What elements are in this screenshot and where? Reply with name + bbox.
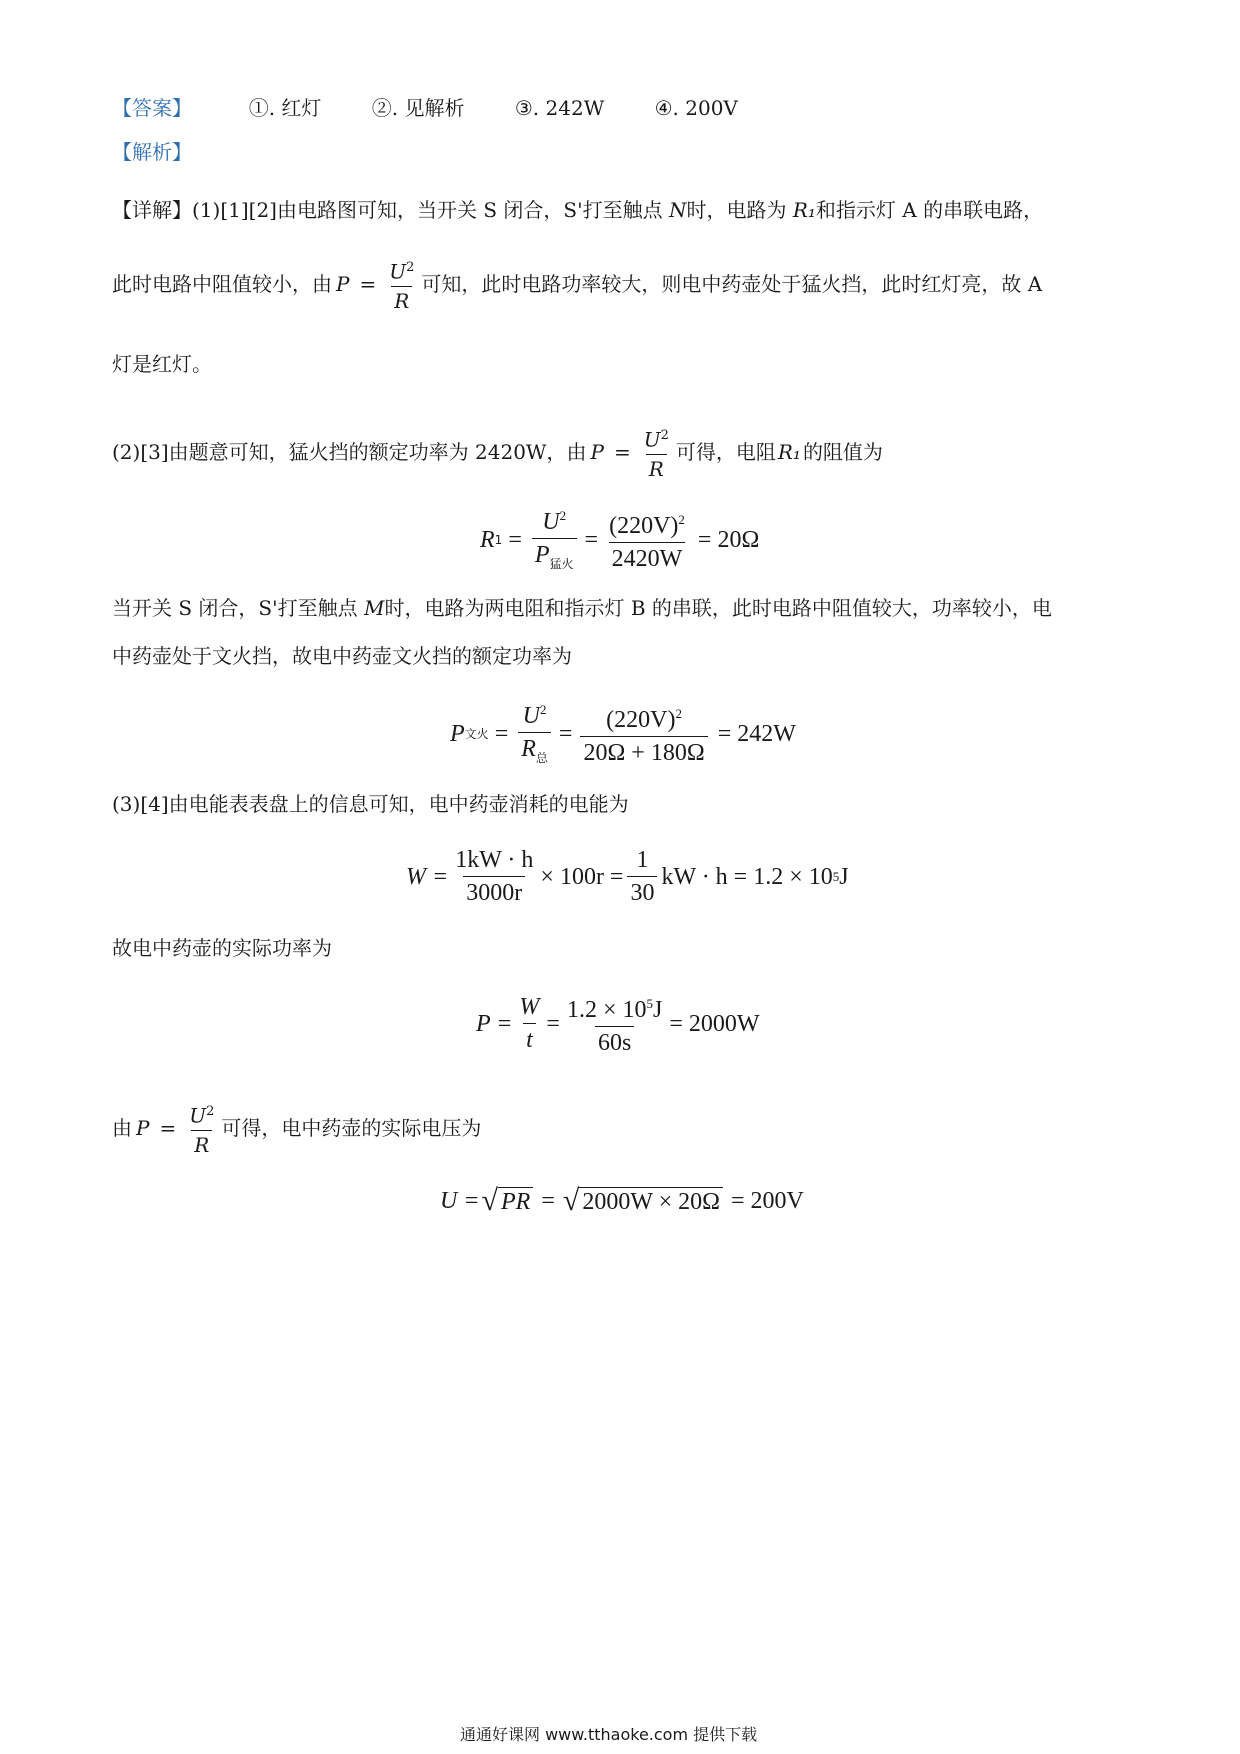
eq4-den2: 60s bbox=[595, 1026, 634, 1057]
formula-exp: 2 bbox=[206, 1104, 215, 1119]
part2-line-1 bbox=[112, 424, 883, 481]
detail-line-2 bbox=[112, 256, 1042, 313]
part2-line-2 bbox=[112, 596, 1052, 620]
eq1-den-sub: 猛火 bbox=[549, 556, 574, 571]
eq4-num1: W bbox=[519, 994, 540, 1020]
eq1-result: = 20Ω bbox=[697, 526, 760, 553]
eq3-unit: J bbox=[839, 863, 849, 890]
eq3-lhs: W = bbox=[406, 863, 449, 890]
eq2-den: R bbox=[521, 736, 536, 762]
inline-formula-power bbox=[336, 256, 417, 313]
equation-energy bbox=[406, 846, 849, 907]
sqrt-values: √ 2000W × 20Ω bbox=[563, 1186, 723, 1216]
eq2-den2: 20Ω + 180Ω bbox=[580, 736, 707, 767]
answer-item-1: ①. 红灯 bbox=[248, 96, 322, 120]
formula-fraction bbox=[641, 424, 672, 481]
eq2-lhs-sub: 文火 bbox=[464, 726, 489, 741]
answer-item-3: ③. 242W bbox=[514, 96, 605, 120]
eq2-result: = 242W bbox=[717, 720, 796, 747]
eq3-den1: 3000r bbox=[463, 876, 525, 907]
eq5-rad2: 2000W × 20Ω bbox=[579, 1187, 723, 1216]
equation-voltage bbox=[440, 1186, 804, 1216]
eq3-den2: 30 bbox=[627, 876, 657, 907]
formula-fraction bbox=[386, 256, 417, 313]
node-N: N bbox=[668, 198, 687, 222]
eq4-den1: t bbox=[523, 1023, 536, 1054]
equation-r1: R 1 = $\frac{U^2}{P_{猛火}}$ = $\frac{(220V)^2}{2420W}$ = 20Ω bbox=[480, 502, 759, 578]
formula-den: R bbox=[646, 454, 667, 481]
eq1-fraction-1: $\frac{U^2}{P_{猛火}}$ bbox=[532, 502, 577, 578]
eq4-exp: 5 bbox=[646, 996, 654, 1011]
formula-den: R bbox=[191, 1130, 212, 1157]
part3-line-3-suffix: 可得，电中药壶的实际电压为 bbox=[221, 1116, 482, 1141]
part2-line-2-prefix: 当开关 S 闭合，S'打至触点 bbox=[112, 596, 358, 620]
part3-line-3 bbox=[112, 1100, 481, 1157]
eq4-lhs: P = bbox=[476, 1010, 513, 1037]
part2-line-2-suffix: 时，电路为两电阻和指示灯 B 的串联，此时电路中阻值较大，功率较小，电 bbox=[384, 596, 1052, 620]
detail-line-2-suffix: 可知，此时电路功率较大，则电中药壶处于猛火挡，此时红灯亮，故 A bbox=[421, 272, 1043, 297]
eq2-fraction-1: $\frac{U^2}{R_总}$ bbox=[518, 696, 551, 772]
sqrt-PR: √ PR bbox=[482, 1186, 534, 1216]
footer-credit: 通通好课网 www.tthaoke.com 提供下载 bbox=[460, 1725, 758, 1744]
eq2-fraction-2: $\frac{(220V)^2}{20\Omega + 180\Omega}$ bbox=[580, 700, 707, 767]
answer-item-2: ②. 见解析 bbox=[371, 96, 465, 120]
formula-P: P bbox=[136, 1116, 150, 1141]
eq1-num2: (220V) bbox=[609, 513, 679, 540]
eq1-den: P bbox=[534, 542, 550, 568]
analysis-label: 【解析】 bbox=[112, 140, 192, 164]
equation-p-wenhuo: P 文火 = $\frac{U^2}{R_总}$ = $\frac{(220V)^2}{20\Omega + 180\Omega}$ = 242W bbox=[450, 696, 796, 772]
detail-line-1-mid: 时，电路为 bbox=[686, 198, 787, 222]
formula-P: P bbox=[336, 272, 350, 297]
eq5-mid: = bbox=[541, 1188, 555, 1214]
eq1-num: U bbox=[542, 509, 560, 535]
formula-P: P bbox=[590, 440, 604, 465]
detail-line-1-suffix: 和指示灯 A 的串联电路， bbox=[815, 198, 1044, 222]
part3-line-1: (3)[4]由电能表表盘上的信息可知，电中药壶消耗的电能为 bbox=[112, 792, 629, 816]
formula-exp: 2 bbox=[406, 260, 415, 275]
eq2-lhs: P bbox=[450, 720, 465, 747]
formula-exp: 2 bbox=[660, 428, 669, 443]
eq4-fraction-2 bbox=[564, 990, 665, 1057]
eq1-fraction-2: $\frac{(220V)^2}{2420W}$ bbox=[609, 512, 685, 573]
answer-label: 【答案】 bbox=[112, 96, 192, 120]
eq1-lhs: R bbox=[480, 526, 495, 553]
part2-line-1-prefix: (2)[3]由题意可知，猛火挡的额定功率为 2420W，由 bbox=[112, 440, 587, 465]
formula-num: U bbox=[189, 1103, 207, 1128]
eq4-fraction-1 bbox=[516, 993, 542, 1054]
resistor-r1: R₁ bbox=[792, 198, 816, 222]
part2-line-1-end: 的阻值为 bbox=[802, 440, 883, 465]
eq3-exp: 5 bbox=[832, 868, 840, 884]
eq5-result: = 200V bbox=[730, 1188, 804, 1214]
formula-eq: = bbox=[613, 440, 631, 465]
eq4-num2-unit: J bbox=[653, 997, 663, 1023]
answer-item-4: ④. 200V bbox=[654, 96, 738, 120]
eq3-fraction-2 bbox=[627, 846, 657, 907]
part2-line-3: 中药壶处于文火挡，故电中药壶文火挡的额定功率为 bbox=[112, 644, 572, 668]
equation-power: P = $\frac{W}{t}$ = $\frac{1.2 \times 10^5J}{60s}$ = 2000W bbox=[476, 990, 760, 1057]
inline-formula-power-2 bbox=[590, 424, 671, 481]
formula-num: U bbox=[389, 259, 407, 284]
formula-eq: = bbox=[159, 1116, 177, 1141]
eq1-lhs-sub: 1 bbox=[494, 532, 503, 547]
eq2-den-sub: 总 bbox=[535, 750, 548, 765]
eq3-num1: 1kW · h bbox=[455, 847, 534, 873]
detail-line-1 bbox=[112, 198, 1043, 222]
part3-line-2: 故电中药壶的实际功率为 bbox=[112, 936, 332, 960]
eq5-lhs: U = bbox=[440, 1188, 480, 1214]
part3-line-3-prefix: 由 bbox=[112, 1116, 132, 1141]
detail-line-3: 灯是红灯。 bbox=[112, 352, 212, 376]
eq3-times: × 100r = bbox=[540, 863, 624, 890]
eq3-result: kW · h = 1.2 × 10 bbox=[661, 863, 833, 890]
inline-formula-power-3 bbox=[136, 1100, 217, 1157]
formula-num: U bbox=[643, 427, 661, 452]
eq3-num2: 1 bbox=[636, 847, 649, 873]
detail-line-1-prefix: 【详解】(1)[1][2]由电路图可知，当开关 S 闭合，S'打至触点 bbox=[112, 198, 663, 222]
resistor-r1: R₁ bbox=[777, 440, 801, 465]
eq2-num: U bbox=[522, 703, 540, 729]
eq3-fraction-1 bbox=[452, 846, 536, 907]
detail-line-2-prefix: 此时电路中阻值较小，由 bbox=[112, 272, 332, 297]
part2-line-1-suffix: 可得，电阻 bbox=[675, 440, 776, 465]
eq2-num2: (220V) bbox=[606, 707, 676, 734]
eq5-rad1: PR bbox=[498, 1187, 533, 1216]
eq4-num2: 1.2 × 10 bbox=[566, 997, 647, 1023]
formula-den: R bbox=[391, 286, 412, 313]
formula-eq: = bbox=[359, 272, 377, 297]
eq4-result: = 2000W bbox=[669, 1010, 760, 1037]
eq1-den2: 2420W bbox=[609, 542, 686, 573]
answer-line bbox=[112, 96, 782, 120]
node-M: M bbox=[363, 596, 385, 620]
formula-fraction bbox=[186, 1100, 217, 1157]
